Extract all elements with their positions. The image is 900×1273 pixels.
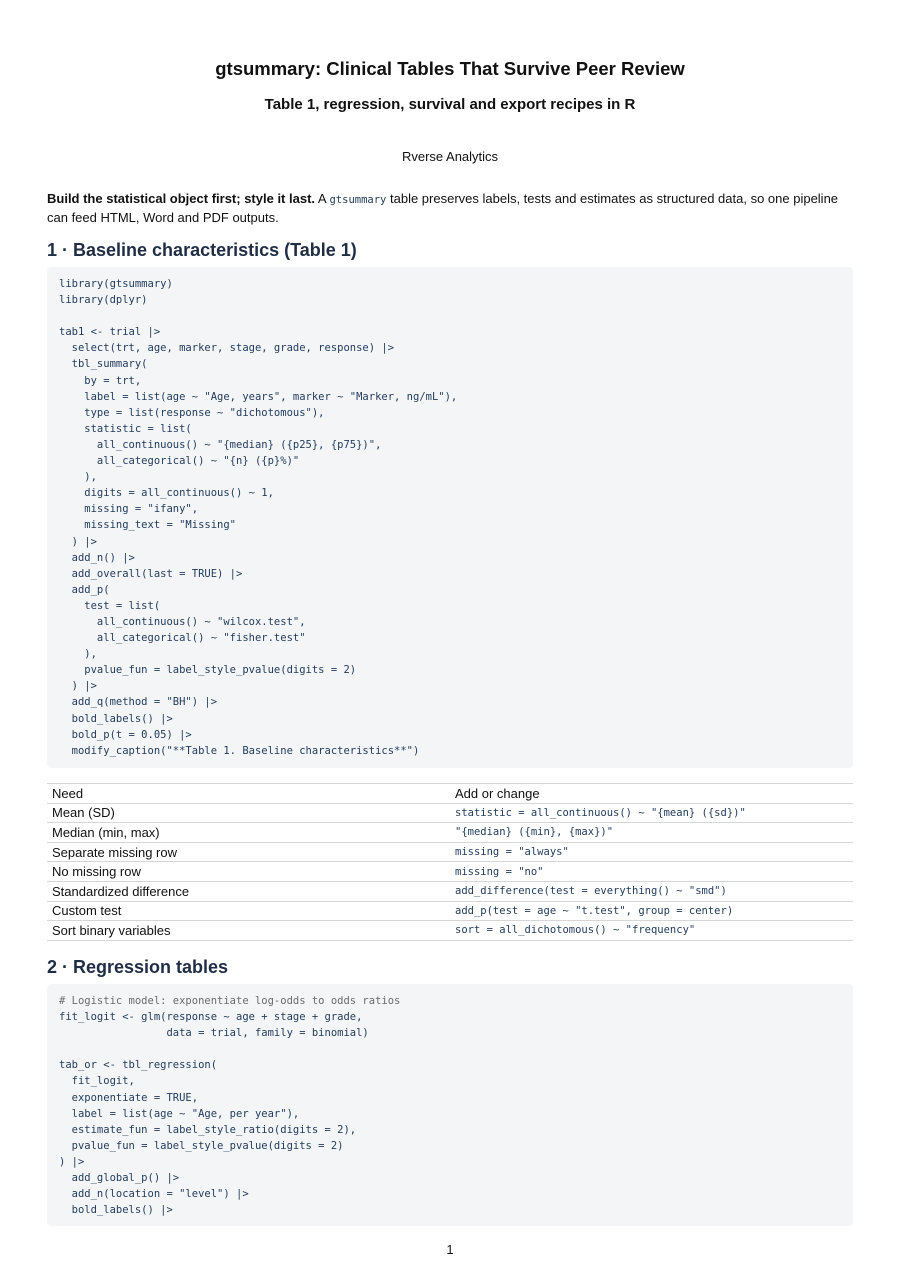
code-block-table1 bbox=[47, 267, 853, 768]
code-cell: "{median} ({min}, {max})" bbox=[450, 823, 853, 843]
need-cell: Sort binary variables bbox=[47, 921, 450, 941]
code-block-regression bbox=[47, 984, 853, 1226]
table-row bbox=[47, 823, 853, 843]
code-line: fit_logit, bbox=[59, 1075, 135, 1088]
code-line: library(dplyr) bbox=[59, 294, 148, 307]
code-line: add_q(method = "BH") |> bbox=[59, 696, 218, 709]
code-line: ) |> bbox=[59, 535, 97, 548]
need-cell: Median (min, max) bbox=[47, 823, 450, 843]
table-row bbox=[47, 901, 853, 921]
code-line: tab_or <- tbl_regression( bbox=[59, 1059, 218, 1072]
code-line: add_p( bbox=[59, 583, 110, 596]
code-cell: add_difference(test = everything() ~ "smd") bbox=[450, 881, 853, 901]
intro-inline-code: gtsummary bbox=[329, 194, 387, 206]
code-line: fit_logit <- glm(response ~ age + stage + grade, bbox=[59, 1011, 363, 1024]
code-cell: sort = all_dichotomous() ~ "frequency" bbox=[450, 921, 853, 941]
document-title: gtsummary: Clinical Tables That Survive Peer Review bbox=[215, 58, 685, 79]
code-line: all_continuous() ~ "{median} ({p25}, {p75})", bbox=[59, 438, 382, 451]
table-row bbox=[47, 803, 853, 823]
code-line: select(trt, age, marker, stage, grade, response) |> bbox=[59, 342, 395, 355]
code-line bbox=[59, 1041, 841, 1057]
intro-bold-lead: Build the statistical object first; style it last. bbox=[47, 191, 316, 206]
code-line: digits = all_continuous() ~ 1, bbox=[59, 487, 274, 500]
code-line: library(gtsummary) bbox=[59, 278, 173, 290]
code-line: tab1 <- trial |> bbox=[59, 326, 161, 339]
section-heading-regression: 2 · Regression tables bbox=[47, 957, 229, 977]
need-cell: Standardized difference bbox=[47, 881, 450, 901]
code-line: label = list(age ~ "Age, years", marker ~ "Marker, ng/mL"), bbox=[59, 390, 458, 403]
need-cell: Mean (SD) bbox=[47, 803, 450, 823]
intro-paragraph bbox=[47, 190, 853, 227]
code-cell: statistic = all_continuous() ~ "{mean} ({sd})" bbox=[450, 803, 853, 823]
code-line: bold_labels() |> bbox=[59, 712, 173, 725]
code-line: label = list(age ~ "Age, per year"), bbox=[59, 1107, 300, 1120]
table-row bbox=[47, 881, 853, 901]
code-line: type = list(response ~ "dichotomous"), bbox=[59, 406, 325, 419]
table-row bbox=[47, 862, 853, 882]
code-line: by = trt, bbox=[59, 374, 142, 387]
code-line: modify_caption("**Table 1. Baseline characteristics**") bbox=[59, 744, 420, 757]
code-line: statistic = list( bbox=[59, 422, 192, 435]
table-header-cell: Need bbox=[47, 784, 450, 804]
table-row bbox=[47, 921, 853, 941]
code-line: add_n() |> bbox=[59, 551, 135, 564]
document-author: Rverse Analytics bbox=[401, 149, 499, 164]
code-line: add_overall(last = TRUE) |> bbox=[59, 567, 243, 580]
code-cell: missing = "always" bbox=[450, 842, 853, 862]
options-table bbox=[47, 783, 853, 941]
code-cell: add_p(test = age ~ "t.test", group = center) bbox=[450, 901, 853, 921]
code-line: exponentiate = TRUE, bbox=[59, 1091, 199, 1104]
table-row bbox=[47, 842, 853, 862]
need-cell: Custom test bbox=[47, 901, 450, 921]
code-line: all_categorical() ~ "{n} ({p}%)" bbox=[59, 455, 300, 468]
code-line: add_n(location = "level") |> bbox=[59, 1188, 249, 1201]
code-line: pvalue_fun = label_style_pvalue(digits = 2) bbox=[59, 1139, 344, 1152]
code-line: ) |> bbox=[59, 1155, 85, 1168]
code-line: missing_text = "Missing" bbox=[59, 519, 237, 532]
code-cell: missing = "no" bbox=[450, 862, 853, 882]
code-line: test = list( bbox=[59, 599, 161, 612]
code-line: # Logistic model: exponentiate log-odds to odds ratios bbox=[59, 995, 401, 1007]
intro-text-post: table preserves labels, tests and estimates as structured data, so one pipeline can feed HTML, Word and PDF outputs. bbox=[47, 191, 839, 225]
need-cell: No missing row bbox=[47, 862, 450, 882]
page-number: 1 bbox=[446, 1242, 454, 1257]
code-line bbox=[59, 308, 841, 324]
document-subtitle: Table 1, regression, survival and export recipes in R bbox=[264, 96, 636, 113]
table-header-row bbox=[47, 784, 853, 804]
need-cell: Separate missing row bbox=[47, 842, 450, 862]
table-header-cell: Add or change bbox=[450, 784, 853, 804]
code-line: ) |> bbox=[59, 680, 97, 693]
code-line: pvalue_fun = label_style_pvalue(digits = 2) bbox=[59, 664, 357, 677]
section-heading-baseline: 1 · Baseline characteristics (Table 1) bbox=[47, 240, 357, 260]
code-line: estimate_fun = label_style_ratio(digits = 2), bbox=[59, 1123, 357, 1136]
code-line: all_categorical() ~ "fisher.test" bbox=[59, 632, 306, 645]
code-line: data = trial, family = binomial) bbox=[59, 1027, 369, 1040]
code-line: all_continuous() ~ "wilcox.test", bbox=[59, 615, 306, 628]
code-line: bold_labels() |> bbox=[59, 1204, 173, 1217]
code-line: ), bbox=[59, 648, 97, 661]
intro-text-pre: A bbox=[315, 191, 330, 206]
code-line: bold_p(t = 0.05) |> bbox=[59, 728, 192, 741]
code-line: ), bbox=[59, 471, 97, 484]
code-line: missing = "ifany", bbox=[59, 503, 199, 516]
code-line: tbl_summary( bbox=[59, 358, 148, 371]
code-line: add_global_p() |> bbox=[59, 1172, 180, 1185]
